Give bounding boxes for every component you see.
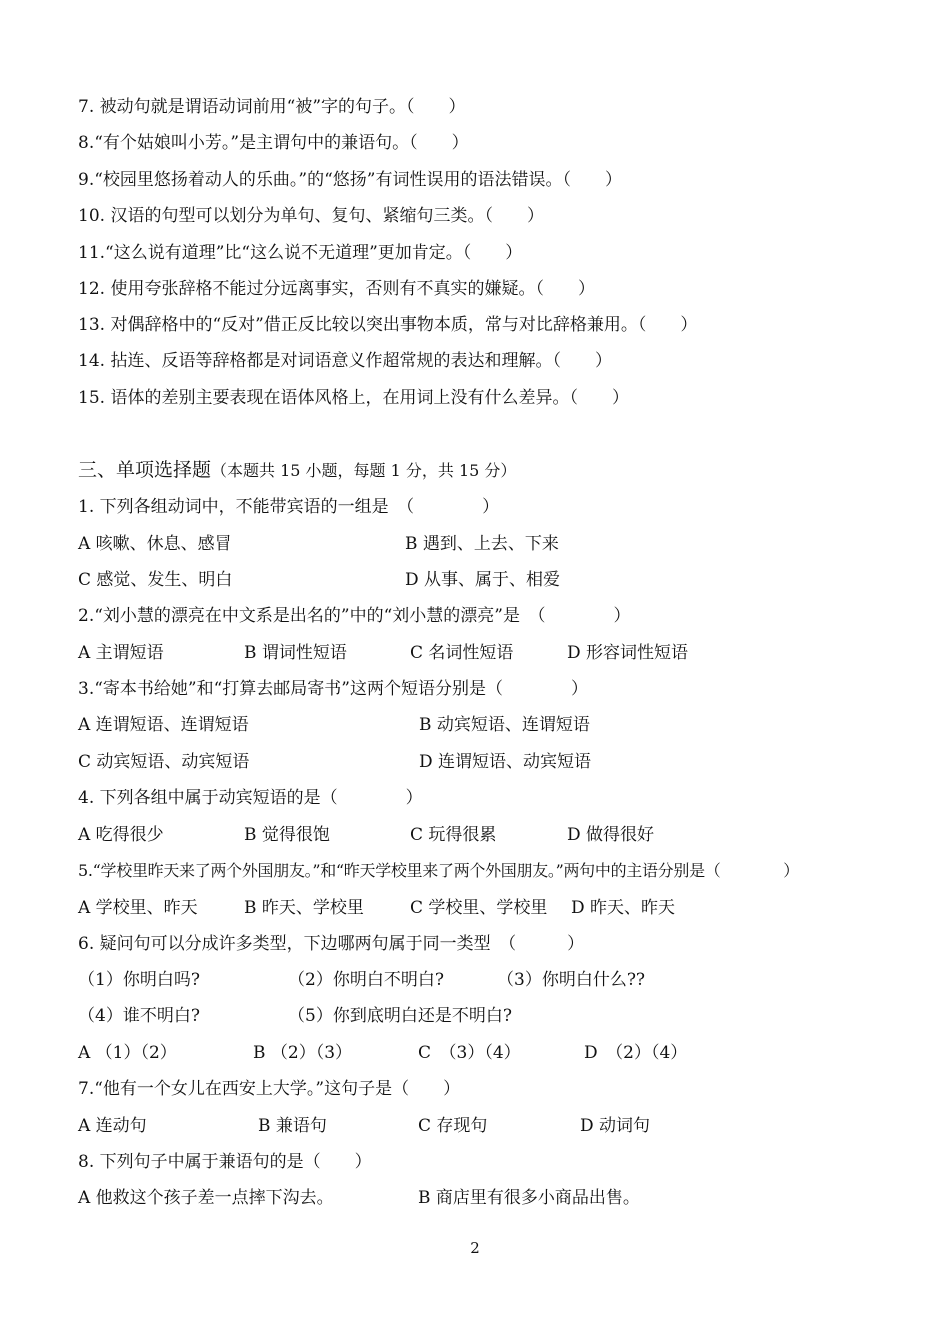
q4-option-c: C 玩得很累: [410, 825, 497, 845]
judgment-item-14: 14. 拈连、反语等辞格都是对词语意义作超常规的表达和理解。（ ）: [78, 351, 612, 371]
judgment-item-12: 12. 使用夸张辞格不能过分远离事实，否则有不真实的嫌疑。（ ）: [78, 279, 595, 299]
q7-option-a: A 连动句: [78, 1116, 147, 1136]
q3-option-b: B 动宾短语、连谓短语: [419, 715, 590, 735]
q3-option-a: A 连谓短语、连谓短语: [78, 715, 249, 735]
q2-option-c: C 名词性短语: [410, 643, 514, 663]
judgment-item-7: 7. 被动句就是谓语动词前用“被”字的句子。（ ）: [78, 97, 466, 117]
question-4-stem: 4. 下列各组中属于动宾短语的是（ ）: [78, 788, 423, 808]
q6-option-c: C （3）（4）: [418, 1043, 521, 1063]
q8-option-a: A 他救这个孩子差一点摔下沟去。: [78, 1188, 334, 1208]
q1-option-d: D 从事、属于、相爱: [405, 570, 561, 590]
q5-option-d: D 昨天、昨天: [571, 898, 676, 918]
q6-sentence-3: （3）你明白什么??: [497, 970, 646, 990]
judgment-item-8: 8.“有个姑娘叫小芳。”是主谓句中的兼语句。（ ）: [78, 133, 469, 153]
section-title: 三、单项选择题: [78, 459, 212, 481]
q6-sentence-2: （2）你明白不明白?: [288, 970, 444, 990]
judgment-item-11: 11.“这么说有道理”比“这么说不无道理”更加肯定。（ ）: [78, 243, 523, 263]
q6-sentence-1: （1）你明白吗?: [78, 970, 200, 990]
question-6-stem: 6. 疑问句可以分成许多类型，下边哪两句属于同一类型 （ ）: [78, 934, 585, 954]
question-3-stem: 3.“寄本书给她”和“打算去邮局寄书”这两个短语分别是（ ）: [78, 679, 588, 699]
page-number: 2: [470, 1239, 480, 1257]
q7-option-b: B 兼语句: [258, 1116, 327, 1136]
q6-sentence-4: （4）谁不明白?: [78, 1006, 200, 1026]
q1-option-c: C 感觉、发生、明白: [78, 570, 233, 590]
judgment-item-10: 10. 汉语的句型可以划分为单句、复句、紧缩句三类。（ ）: [78, 206, 544, 226]
q5-option-a: A 学校里、昨天: [78, 898, 198, 918]
q6-option-b: B （2）（3）: [253, 1043, 353, 1063]
q2-option-b: B 谓词性短语: [244, 643, 347, 663]
q7-option-c: C 存现句: [418, 1116, 488, 1136]
q4-option-b: B 觉得很饱: [244, 825, 330, 845]
section-heading: [78, 459, 516, 482]
q8-option-b: B 商店里有很多小商品出售。: [418, 1188, 640, 1208]
question-5-stem: 5.“学校里昨天来了两个外国朋友。”和“昨天学校里来了两个外国朋友。”两句中的主语分别是（ ）: [78, 861, 799, 880]
question-8-stem: 8. 下列句子中属于兼语句的是（ ）: [78, 1152, 372, 1172]
q3-option-c: C 动宾短语、动宾短语: [78, 752, 250, 772]
q6-option-a: A （1）（2）: [78, 1043, 177, 1063]
q3-option-d: D 连谓短语、动宾短语: [419, 752, 592, 772]
q1-option-b: B 遇到、上去、下来: [405, 534, 559, 554]
q4-option-d: D 做得很好: [567, 825, 655, 845]
judgment-item-13: 13. 对偶辞格中的“反对”借正反比较以突出事物本质，常与对比辞格兼用。（ ）: [78, 315, 698, 335]
q7-option-d: D 动词句: [580, 1116, 651, 1136]
question-2-stem: 2.“刘小慧的漂亮在中文系是出名的”中的“刘小慧的漂亮”是 （ ）: [78, 606, 631, 626]
q6-option-d: D （2）（4）: [584, 1043, 688, 1063]
q5-option-c: C 学校里、学校里: [410, 898, 548, 918]
q1-option-a: A 咳嗽、休息、感冒: [78, 534, 232, 554]
judgment-item-9: 9.“校园里悠扬着动人的乐曲。”的“悠扬”有词性误用的语法错误。（ ）: [78, 170, 622, 190]
q6-sentence-5: （5）你到底明白还是不明白?: [288, 1006, 512, 1026]
judgment-item-15: 15. 语体的差别主要表现在语体风格上，在用词上没有什么差异。（ ）: [78, 388, 629, 408]
question-1-stem: 1. 下列各组动词中，不能带宾语的一组是 （ ）: [78, 497, 500, 517]
q5-option-b: B 昨天、学校里: [244, 898, 364, 918]
q2-option-a: A 主谓短语: [78, 643, 164, 663]
question-7-stem: 7.“他有一个女儿在西安上大学。”这句子是（ ）: [78, 1079, 461, 1099]
q2-option-d: D 形容词性短语: [567, 643, 689, 663]
section-note: （本题共 15 小题，每题 1 分，共 15 分）: [211, 461, 517, 480]
q4-option-a: A 吃得很少: [78, 825, 164, 845]
